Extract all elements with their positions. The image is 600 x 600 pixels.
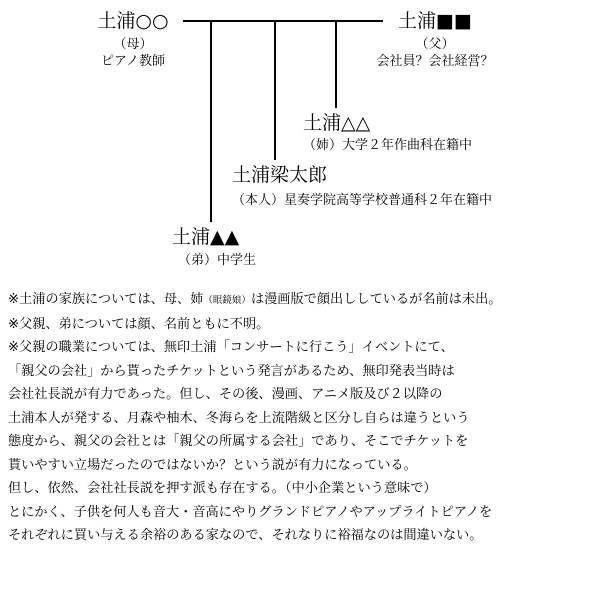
mother-node [68, 10, 198, 70]
self-relation: （本人） [232, 193, 285, 208]
mother-name: 土浦○○ [97, 10, 169, 32]
brother-relation: （弟） [178, 253, 218, 268]
sister-name: 土浦△△ [303, 112, 371, 134]
self-name: 土浦梁太郎 [232, 164, 328, 186]
sister-details [303, 137, 472, 154]
self-occupation: 星奏学院高等学校普通科２年在籍中 [284, 193, 493, 208]
self-details [232, 192, 492, 209]
note-line-1b: は漫画版で顔出ししているが名前は未出。 [250, 292, 502, 307]
father-occupation: 会社員？会社経営？ [376, 54, 494, 69]
sister-occupation: 大学２年作曲科在籍中 [342, 138, 473, 153]
brother-name: 土浦▲▲ [172, 226, 240, 248]
brother-node [172, 226, 256, 269]
note-line-10: とにかく、子供を何人も音大・音高にやりグランドピアノやアップライトピアノを [8, 504, 493, 520]
mother-relation: （母） [113, 37, 153, 52]
note-line-1a: ※土浦の家族については、母、姉 [8, 292, 204, 307]
mother-occupation: ピアノ教師 [101, 54, 165, 69]
note-line-8: 貰いやすい立場だったのではないか？という説が有力になっている。 [8, 457, 417, 473]
note-line-1-small: （眼鏡娘） [203, 295, 251, 306]
father-relation: （父） [415, 37, 455, 52]
sister-node [303, 112, 472, 154]
sister-relation: （姉） [303, 138, 343, 153]
note-line-3: ※父親の職業については、無印土浦「コンサートに行こう」イベントにて、 [8, 340, 454, 355]
self-node [232, 164, 492, 209]
father-node [360, 10, 510, 70]
note-line-11: それぞれに買い与える余裕のある家なので、それなりに裕福なのは間違いない。 [8, 528, 483, 543]
father-name: 土浦■■ [398, 10, 472, 32]
note-line-9: 但し、依然、会社社長説を押す派も存在する。（中小企業という意味で） [8, 481, 437, 496]
note-line-2: ※父親、弟については顔、名前ともに不明。 [8, 316, 270, 332]
notes-block [8, 288, 598, 548]
note-line-5: 会社社長説が有力であった。但し、その後、漫画、アニメ版及び２以降の [8, 387, 443, 402]
note-line-4: 「親父の会社」から貰ったチケットという発言があるため、無印発表当時は [8, 363, 455, 379]
brother-details [172, 252, 256, 269]
note-line-1 [8, 288, 598, 313]
note-line-7: 態度から、親父の会社とは「親父の所属する会社」であり、そこでチケットを [8, 434, 469, 449]
note-line-6: 土浦本人が発する、月森や柚木、冬海らを上流階級と区分し自らは違うという [8, 410, 470, 426]
brother-occupation: 中学生 [217, 253, 257, 268]
